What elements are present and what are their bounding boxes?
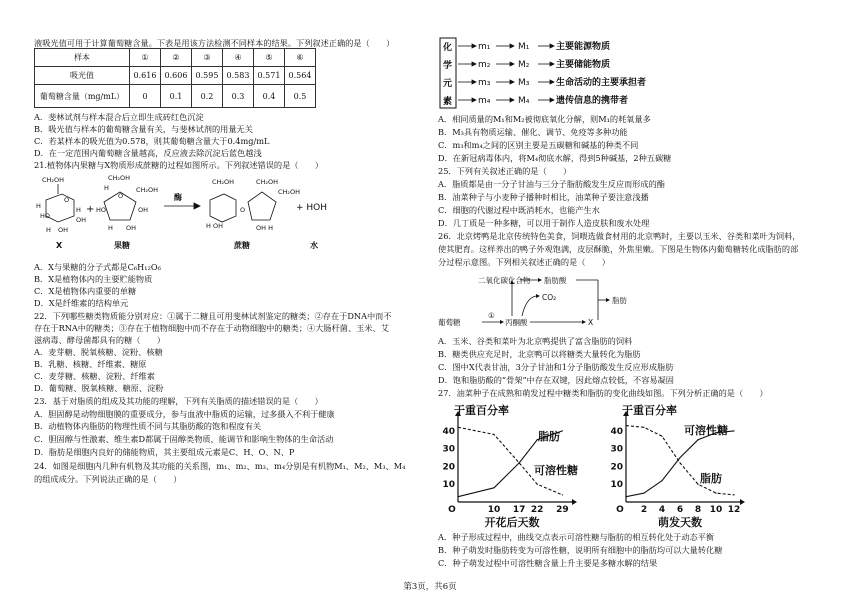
fructose-structure — [96, 174, 158, 232]
x-tick-label: 10 — [487, 505, 501, 515]
table-cell: 0 — [130, 85, 161, 108]
svg-text:HO: HO — [40, 212, 51, 220]
series-label: 脂肪 — [538, 430, 560, 443]
svg-text:O: O — [118, 192, 124, 200]
q22-option-d: D．葡萄糖、脱氧核糖、糖原、淀粉 — [34, 383, 164, 393]
y-axis-label: 干重百分率 — [454, 404, 509, 417]
svg-text:OH: OH — [126, 224, 137, 232]
x-tick-label: 12 — [727, 505, 741, 515]
M3-label: M₃ — [518, 78, 530, 88]
q23-stem: 23．基于对脂质的组成及其功能的理解，下列有关脂质的描述错误的是（ ） — [34, 396, 323, 406]
svg-text:O: O — [240, 206, 246, 214]
q20-option-a: A．斐林试剂与样本混合后立即生成砖红色沉淀 — [34, 112, 204, 122]
q23-option-b: B．动植物体内脂肪的物理性质不同与其脂肪酸的饱和程度有关 — [34, 421, 262, 431]
y-tick-label: 20 — [442, 462, 455, 473]
M4-label: M₄ — [518, 96, 530, 106]
q26-stem-line2: 使其肥育。这样养出的鸭子外观饱满，皮层酥脆，外焦里嫩。下图是生物体内葡萄糖转化成脂肪的部 — [438, 244, 799, 254]
enzyme-label: 酶 — [174, 193, 182, 202]
label-water: 水 — [310, 241, 318, 250]
table-cell: 0.583 — [223, 67, 254, 85]
svg-text:H: H — [76, 206, 81, 214]
q25-option-d: D．几丁质是一种多糖，可以用于制作人造皮肤和废水处理 — [438, 218, 650, 228]
q25-option-c: C．细胞的代谢过程中既消耗水，也能产生水 — [438, 205, 600, 215]
fatty-acid-label: 脂肪酸 — [544, 276, 567, 285]
M4-function: 遗传信息的携带者 — [556, 96, 629, 106]
q22-option-c: C．麦芽糖、核糖、淀粉、纤维素 — [34, 371, 155, 381]
q23-option-d: D．脂肪是细胞内良好的储能物质，其主要组成元素是C、H、O、N、P — [34, 447, 295, 457]
table-cell: 0.4 — [254, 85, 285, 108]
x-tick-label: 8 — [694, 505, 702, 515]
svg-text:H: H — [104, 184, 109, 192]
glucose-to-fat-pathway — [438, 270, 698, 332]
q20-option-d: D．在一定范围内葡萄糖含量越高，反应液去除沉淀后蓝色越浅 — [34, 148, 262, 158]
svg-text:OH H: OH H — [256, 224, 273, 232]
x-axis-label: 萌发天数 — [658, 516, 702, 529]
y-tick-label: 40 — [610, 426, 623, 437]
table-row — [35, 49, 316, 67]
q27-option-c: C．种子萌发过程中可溶性糖含量上升主要是多糖水解的结果 — [438, 558, 658, 568]
q27-stem: 27．油菜种子在成熟和萌发过程中糖类和脂肪的变化曲线如图。下列分析正确的是（ ） — [438, 388, 768, 398]
label-sucrose: 蔗糖 — [234, 241, 250, 250]
series-label: 可溶性糖 — [684, 424, 728, 437]
origin-label: O — [448, 505, 456, 515]
q22-option-b: B．乳糖、核糖、纤维素、糖原 — [34, 359, 147, 369]
series-label: 可溶性糖 — [534, 464, 578, 477]
data-point — [562, 494, 563, 495]
q20-option-b: B．吸光值与样本的葡萄糖含量有关，与斐林试剂的用量无关 — [34, 124, 253, 134]
svg-text:CH₂OH: CH₂OH — [108, 174, 131, 182]
svg-text:H: H — [108, 224, 113, 232]
q26-option-d: D．饱和脂肪酸的“骨架”中存在双键，因此熔点较低，不容易凝固 — [438, 375, 674, 385]
q23-option-c: C．胆固醇与性激素、维生素D都属于固醇类物质，能调节和影响生物体的生命活动 — [34, 434, 334, 444]
x-axis-arrow — [740, 499, 745, 505]
table-cell: 0.2 — [192, 85, 223, 108]
step-1-label: ① — [488, 311, 495, 320]
svg-text:OH: OH — [58, 226, 69, 234]
svg-text:CH₂OH: CH₂OH — [256, 178, 279, 186]
x-tick-label: 6 — [676, 505, 684, 515]
x-tick-label: 10 — [709, 505, 723, 515]
page-footer: 第3页，共6页 — [403, 582, 457, 592]
element-char: 化 — [443, 43, 453, 53]
svg-text:H: H — [36, 202, 41, 210]
q21-option-a: A．X与果糖的分子式都是C₆H₁₂O₆ — [34, 262, 161, 272]
q25-stem: 25．下列有关叙述正确的是（ ） — [438, 166, 572, 176]
x-tick-label: 17 — [512, 505, 526, 515]
x-axis-arrow — [572, 499, 577, 505]
y-tick-label: 40 — [442, 426, 455, 437]
x-axis-label: 开花后天数 — [484, 516, 540, 529]
q21-option-c: C．X是植物体内重要的单糖 — [34, 286, 137, 296]
y-tick-label: 10 — [442, 480, 455, 491]
y-tick-label: 20 — [610, 462, 623, 473]
x-tick-label: 2 — [640, 505, 648, 515]
q26-option-a: A．玉米、谷类和菜叶为北京鸭提供了富含脂肪的饲料 — [438, 336, 633, 346]
sucrose-formation-diagram — [34, 172, 422, 252]
water-formula: + HOH — [296, 203, 328, 213]
x-label: X — [588, 318, 594, 327]
q24-option-a: A．相同质量的M₁和M₂被彻底氧化分解，则M₁的耗氧量多 — [438, 114, 651, 124]
glucose-label: 葡萄糖 — [438, 318, 461, 327]
q23-option-a: A．胆固醇是动物细胞膜的重要成分，参与血液中脂质的运输，过多摄入不利于健康 — [34, 409, 335, 419]
table-cell: 样本 — [35, 49, 130, 67]
y-tick-label: 30 — [610, 444, 623, 455]
q24-stem-line2: 的组成成分。下列说法正确的是（ ） — [34, 474, 182, 484]
q24-option-c: C．m₃和m₄之间的区别主要是五碳糖和碱基的种类不同 — [438, 140, 639, 150]
table-row — [35, 85, 316, 108]
fat-label: 脂肪 — [612, 296, 627, 305]
origin-label: O — [616, 505, 624, 515]
svg-text:CH₂OH: CH₂OH — [136, 186, 159, 194]
svg-text:OH: OH — [76, 216, 87, 224]
q27-charts — [438, 402, 838, 530]
svg-text:+: + — [86, 204, 95, 215]
svg-text:H OH: H OH — [206, 222, 223, 230]
q21-stem: 21.植物体内果糖与X物质形成蔗糖的过程如图所示。下列叙述错误的是（ ） — [34, 160, 324, 170]
table-cell: 0.5 — [285, 85, 316, 108]
x-tick-label: 29 — [556, 505, 569, 515]
sucrose-structure — [206, 178, 300, 232]
q26-option-c: C．图中X代表甘油，3分子甘油和1分子脂肪酸发生反应形成脂肪 — [438, 362, 674, 372]
table-cell: 0.616 — [130, 67, 161, 85]
table-cell: ⑤ — [254, 49, 285, 67]
M3-function: 生命活动的主要承担者 — [556, 78, 647, 88]
q24-stem-line1: 24．如图是细胞内几种有机物及其功能的关系图，m₁、m₂、m₃、m₄分别是有机物M₁、M₂、M₃、M₄ — [34, 461, 406, 471]
q22-stem-line2: 存在于RNA中的糖类；③存在于植物细胞中而不存在于动物细胞中的糖类；④大肠杆菌、玉米、艾 — [34, 323, 389, 333]
y-tick-label: 10 — [610, 480, 623, 491]
table-cell: 0.606 — [161, 67, 192, 85]
q25-option-b: B．油菜种子与小麦种子播种时相比，油菜种子要注意浅播 — [438, 192, 649, 202]
M1-function: 主要能源物质 — [556, 42, 611, 52]
svg-text:CH₂OH: CH₂OH — [42, 176, 65, 184]
m3-label: m₃ — [478, 78, 491, 88]
element-char: 素 — [443, 97, 453, 107]
organic-molecules-flowchart — [438, 36, 838, 112]
m1-label: m₁ — [478, 42, 491, 52]
series-label: 脂肪 — [700, 472, 722, 485]
x-tick-label: 4 — [658, 505, 666, 515]
q20-option-c: C．若某样本的吸光值为0.578，则其葡萄糖含量大于0.4mg/mL — [34, 136, 270, 146]
table-cell: ④ — [223, 49, 254, 67]
m2-label: m₂ — [478, 60, 491, 70]
svg-text:OH: OH — [138, 206, 149, 214]
q24-option-b: B．M₃具有物质运输、催化、调节、免疫等多种功能 — [438, 127, 628, 137]
q26-stem-line1: 26．北京烤鸭是北京传统特色美食，饲喂选做食材用的北京鸭时，主要以玉米、谷类和菜叶为饲料， — [438, 231, 801, 241]
series-line — [626, 431, 734, 497]
table-cell: 0.595 — [192, 67, 223, 85]
label-fructose: 果糖 — [114, 241, 130, 250]
element-char: 元 — [443, 79, 453, 89]
glucose-x-structure — [36, 176, 86, 234]
co2-label: CO₂ — [542, 293, 557, 302]
q26-stem-line3: 分过程示意图。下列相关叙述正确的是（ ） — [438, 257, 610, 267]
y-axis-label: 干重百分率 — [622, 404, 677, 417]
q27-option-a: A．种子形成过程中，曲线交点表示可溶性糖与脂肪的相互转化处于动态平衡 — [438, 532, 715, 542]
table-cell: 0.564 — [285, 67, 316, 85]
svg-text:HO: HO — [96, 206, 107, 214]
table-cell: 吸光值 — [35, 67, 130, 85]
M2-function: 主要储能物质 — [556, 60, 611, 70]
pyruvate-label: 丙酮酸 — [505, 318, 528, 327]
absorbance-table — [34, 48, 316, 108]
svg-text:CH₂OH: CH₂OH — [212, 178, 235, 186]
y-tick-label: 30 — [442, 444, 455, 455]
element-char: 学 — [443, 61, 453, 71]
svg-text:CH₂OH: CH₂OH — [278, 188, 301, 196]
table-cell: 0.1 — [161, 85, 192, 108]
co2-compound-label: 二氧化碳化合物 — [478, 276, 531, 285]
q27-option-b: B．种子萌发时脂肪转变为可溶性糖，说明所有细胞中的脂肪均可以大量转化糖 — [438, 545, 723, 555]
q26-option-b: B．糖类供应充足时，北京鸭可以将糖类大量转化为脂肪 — [438, 349, 641, 359]
table-cell: 0.3 — [223, 85, 254, 108]
M2-label: M₂ — [518, 60, 530, 70]
table-cell: ② — [161, 49, 192, 67]
table-cell: ③ — [192, 49, 223, 67]
q22-option-a: A．麦芽糖、脱氧核糖、淀粉、核糖 — [34, 347, 163, 357]
table-cell: ⑥ — [285, 49, 316, 67]
svg-text:H: H — [46, 226, 51, 234]
table-cell: 0.571 — [254, 67, 285, 85]
table-cell: ① — [130, 49, 161, 67]
label-x: X — [56, 241, 63, 250]
q20-stem: 液吸光值可用于计算葡萄糖含量。下表是用该方法检测不同样本的结果。下列叙述正确的是（ ） — [34, 38, 395, 48]
m4-label: m₄ — [478, 96, 491, 106]
q25-option-a: A．脂质都是由一分子甘油与三分子脂肪酸发生反应而形成的酯 — [438, 179, 665, 189]
table-row — [35, 67, 316, 85]
svg-text:O: O — [64, 196, 70, 204]
q24-option-d: D．在新冠病毒体内，将M₄彻底水解，得到5种碱基，2种五碳糖 — [438, 153, 672, 163]
q21-option-d: D．X是纤维素的结构单元 — [34, 298, 129, 308]
q22-stem-line3: 滋病毒、酵母菌都具有的糖（ ） — [34, 335, 166, 345]
x-tick-label: 22 — [530, 505, 544, 515]
q21-option-b: B．X是植物体内的主要贮能物质 — [34, 274, 153, 284]
table-cell: 葡萄糖含量（mg/mL） — [35, 85, 130, 108]
M1-label: M₁ — [518, 42, 530, 52]
q22-stem-line1: 22．下列哪些糖类物质能分别对应：①属于二糖且可用斐林试剂鉴定的糖类；②存在于DNA中而不 — [34, 311, 392, 321]
